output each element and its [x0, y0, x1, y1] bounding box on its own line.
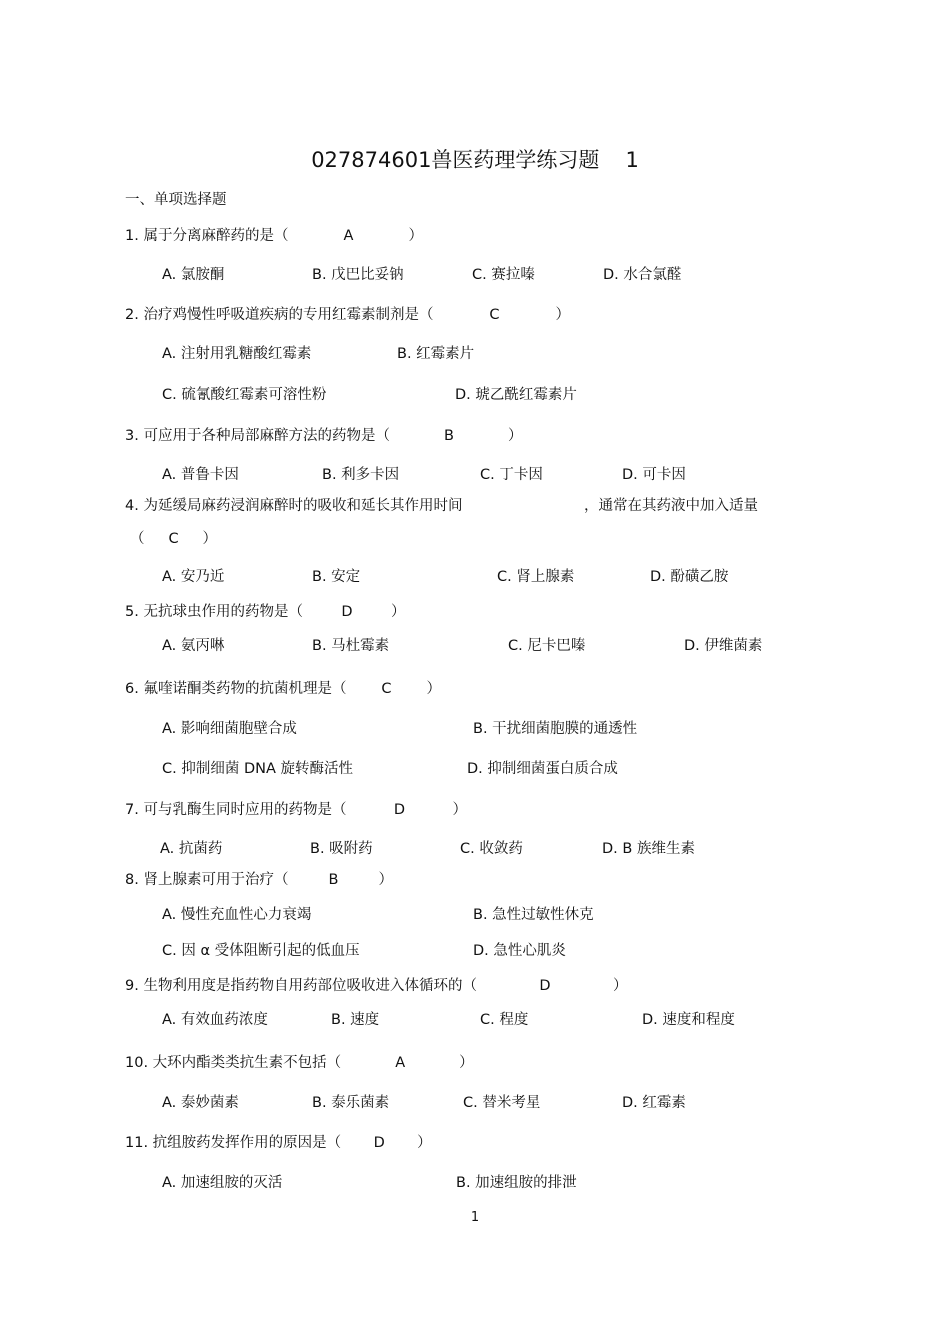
- option-d: D. 琥乙酰红霉素片: [455, 387, 577, 403]
- option-c: C. 因 α 受体阻断引起的低血压: [162, 943, 360, 959]
- option-c: C. 程度: [480, 1012, 529, 1028]
- answer: B: [443, 428, 454, 444]
- option-c: C. 丁卡因: [480, 467, 543, 483]
- option-a: A. 泰妙菌素: [162, 1095, 239, 1111]
- question-stem: 4. 为延缓局麻药浸润麻醉时的吸收和延长其作用时间: [125, 498, 463, 514]
- question-stem: 11. 抗组胺药发挥作用的原因是（ D ）: [125, 1135, 432, 1151]
- question-stem-continuation: ，通常在其药液中加入适量: [584, 498, 758, 514]
- option-b: B. 安定: [312, 569, 361, 585]
- option-c: C. 硫氰酸红霉素可溶性粉: [162, 387, 327, 403]
- answer: C: [381, 681, 392, 697]
- option-b: B. 干扰细菌胞膜的通透性: [473, 721, 638, 737]
- option-d: D. B 族维生素: [602, 841, 695, 857]
- question-stem: 8. 肾上腺素可用于治疗（ B ）: [125, 872, 393, 888]
- option-a: A. 氯胺酮: [162, 267, 225, 283]
- answer-line: （ C ）: [130, 531, 217, 547]
- question-stem: 5. 无抗球虫作用的药物是（ D ）: [125, 604, 406, 620]
- answer: A: [395, 1055, 406, 1071]
- question-stem: 3. 可应用于各种局部麻醉方法的药物是（ B ）: [125, 428, 523, 444]
- question-stem: 9. 生物利用度是指药物自用药部位吸收进入体循环的（ D ）: [125, 978, 628, 994]
- option-a: A. 安乃近: [162, 569, 225, 585]
- option-d: D. 速度和程度: [642, 1012, 735, 1028]
- option-b: B. 泰乐菌素: [312, 1095, 390, 1111]
- option-c: C. 肾上腺素: [497, 569, 575, 585]
- option-a: A. 加速组胺的灭活: [162, 1175, 283, 1191]
- option-a: A. 普鲁卡因: [162, 467, 239, 483]
- question-stem: 7. 可与乳酶生同时应用的药物是（ D ）: [125, 802, 467, 818]
- option-b: B. 戊巴比妥钠: [312, 267, 404, 283]
- option-a: A. 氨丙啉: [162, 638, 225, 654]
- option-c: C. 替米考星: [463, 1095, 541, 1111]
- option-d: D. 抑制细菌蛋白质合成: [467, 761, 618, 777]
- option-d: D. 水合氯醛: [603, 267, 682, 283]
- option-d: D. 红霉素: [622, 1095, 686, 1111]
- option-b: B. 加速组胺的排泄: [456, 1175, 577, 1191]
- option-a: A. 影响细菌胞壁合成: [162, 721, 297, 737]
- option-d: D. 伊维菌素: [684, 638, 763, 654]
- question-stem: 2. 治疗鸡慢性呼吸道疾病的专用红霉素制剂是（ C ）: [125, 307, 570, 323]
- page-number: 1: [470, 1210, 480, 1225]
- option-d: D. 急性心肌炎: [473, 943, 566, 959]
- option-a: A. 注射用乳糖酸红霉素: [162, 346, 312, 362]
- option-c: C. 抑制细菌 DNA 旋转酶活性: [162, 761, 353, 777]
- answer: D: [373, 1135, 385, 1151]
- answer: D: [341, 604, 353, 620]
- option-b: B. 马杜霉素: [312, 638, 390, 654]
- option-d: D. 酚磺乙胺: [650, 569, 729, 585]
- option-c: C. 尼卡巴嗪: [508, 638, 586, 654]
- option-b: B. 红霉素片: [397, 346, 475, 362]
- option-a: A. 有效血药浓度: [162, 1012, 268, 1028]
- title-number: 1: [625, 148, 639, 172]
- option-c: C. 赛拉嗪: [472, 267, 535, 283]
- option-b: B. 吸附药: [310, 841, 373, 857]
- option-b: B. 急性过敏性休克: [473, 907, 594, 923]
- question-stem: 1. 属于分离麻醉药的是（ A ）: [125, 228, 423, 244]
- option-d: D. 可卡因: [622, 467, 686, 483]
- answer: D: [393, 802, 406, 818]
- option-a: A. 慢性充血性心力衰竭: [162, 907, 312, 923]
- answer: C: [168, 531, 179, 547]
- question-stem: 6. 氟喹诺酮类药物的抗菌机理是（ C ）: [125, 681, 441, 697]
- answer: A: [343, 228, 354, 244]
- section-heading: 一、单项选择题: [125, 192, 227, 208]
- option-a: A. 抗菌药: [160, 841, 223, 857]
- answer: D: [539, 978, 551, 994]
- question-stem: 10. 大环内酯类类抗生素不包括（ A ）: [125, 1055, 474, 1071]
- option-b: B. 速度: [331, 1012, 380, 1028]
- option-c: C. 收敛药: [460, 841, 523, 857]
- answer: B: [328, 872, 339, 888]
- answer: C: [489, 307, 500, 323]
- option-b: B. 利多卡因: [322, 467, 400, 483]
- page-title: 027874601兽医药理学练习题 1: [311, 148, 639, 172]
